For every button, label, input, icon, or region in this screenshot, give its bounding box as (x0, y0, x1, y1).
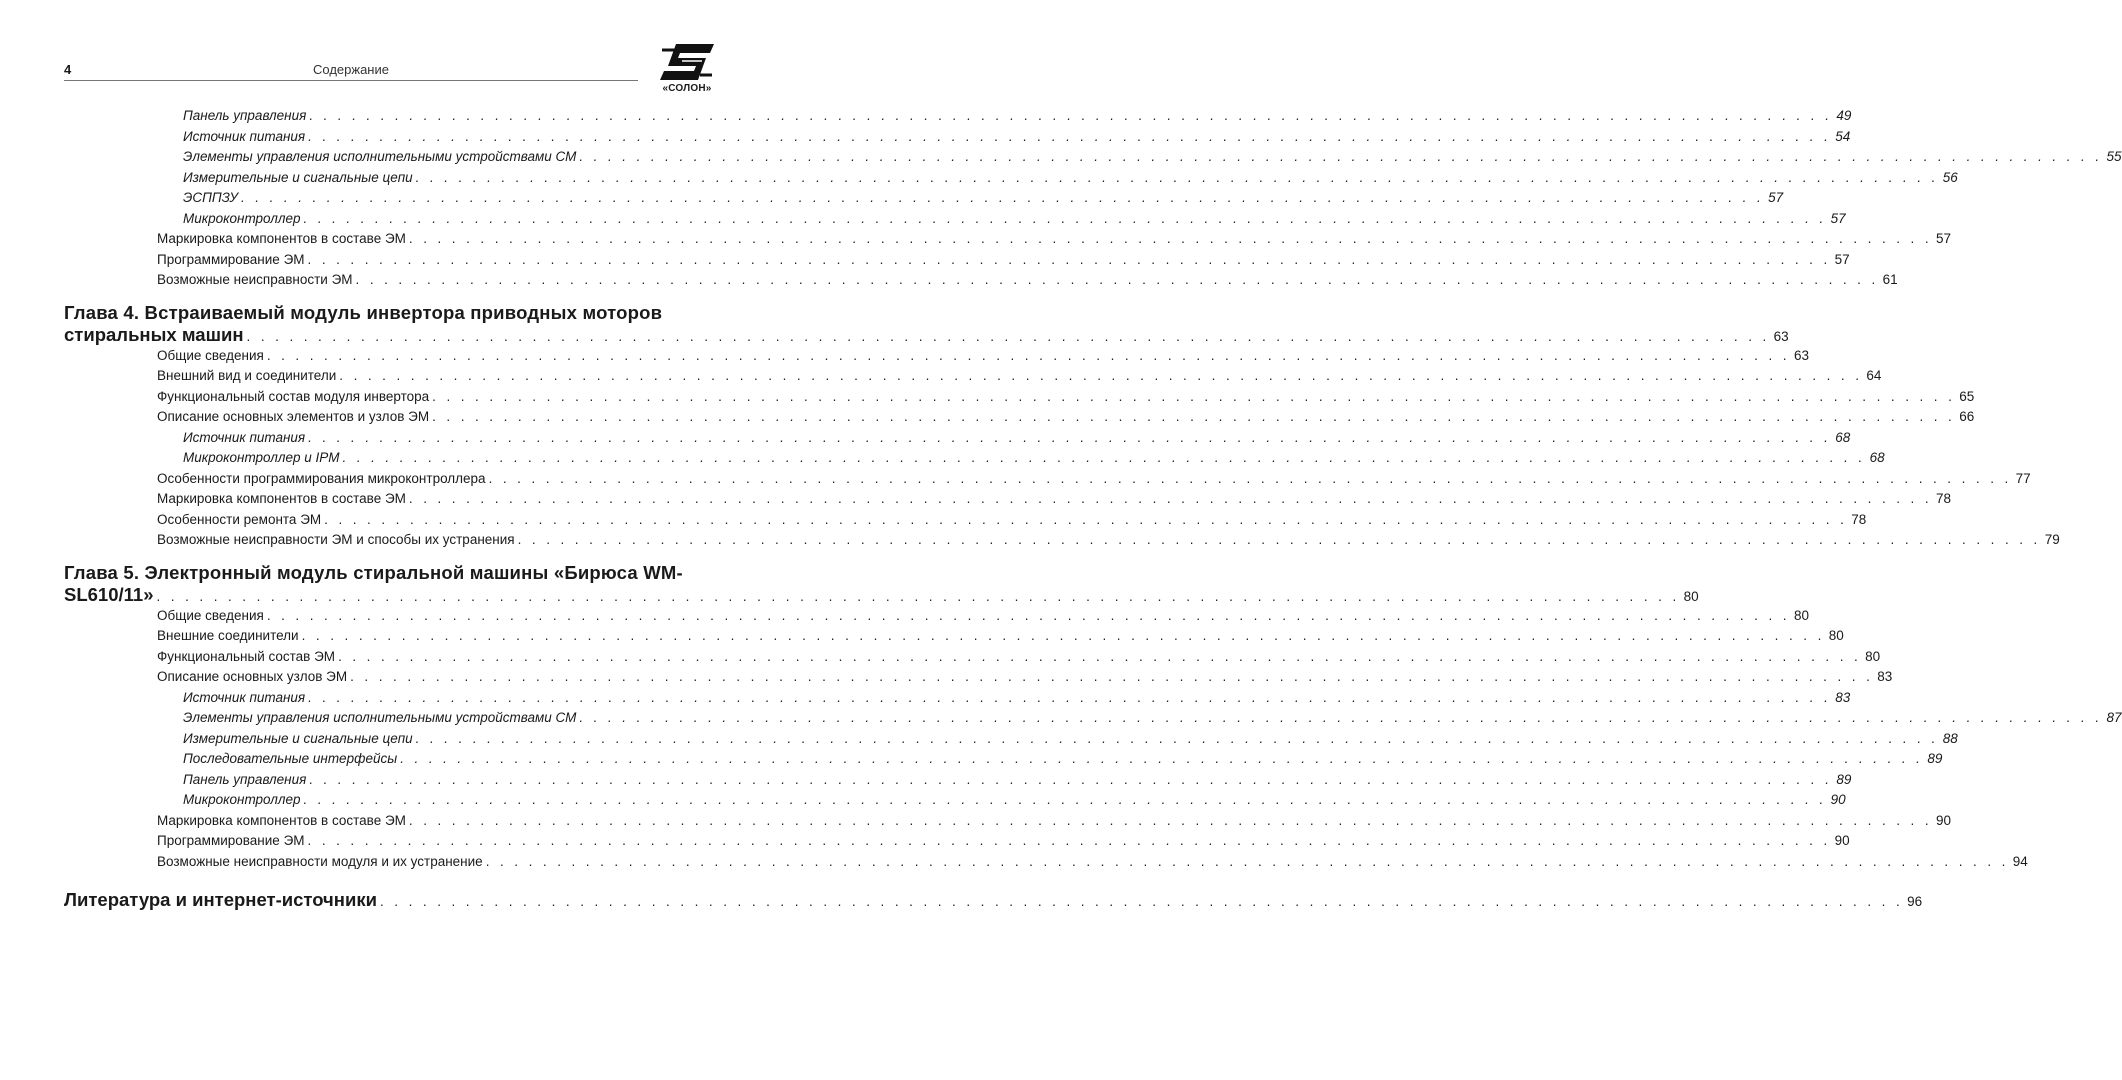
table-of-contents (64, 106, 2122, 911)
toc-entry[interactable]: Панель управления . . . . . . . . . . . . . . . . . . . . . . . . . . . . . . . . . . . . . . . . . . . . . . . . . . . . . . . . . . . . . . . . . . . . . . . . . . . . . . . . . . . . . . . . . . . . . . . . . . . . . . . . . . . 89 (183, 771, 1852, 787)
running-title: Содержание (313, 62, 389, 77)
toc-entry[interactable]: Программирование ЭМ . . . . . . . . . . . . . . . . . . . . . . . . . . . . . . . . . . . . . . . . . . . . . . . . . . . . . . . . . . . . . . . . . . . . . . . . . . . . . . . . . . . . . . . . . . . . . . . . . . . . . . . . . . . 90 (157, 833, 1850, 848)
toc-entry[interactable]: Микроконтроллер и IPM . . . . . . . . . . . . . . . . . . . . . . . . . . . . . . . . . . . . . . . . . . . . . . . . . . . . . . . . . . . . . . . . . . . . . . . . . . . . . . . . . . . . . . . . . . . . . . . . . . . . . . . . . . . 68 (183, 450, 1885, 465)
chapter-4-title[interactable]: Глава 4. Встраиваемый модуль инвертора приводных моторов (64, 301, 663, 323)
toc-entry[interactable]: Микроконтроллер . . . . . . . . . . . . . . . . . . . . . . . . . . . . . . . . . . . . . . . . . . . . . . . . . . . . . . . . . . . . . . . . . . . . . . . . . . . . . . . . . . . . . . . . . . . . . . . . . . . . . . . . . . . 90 (183, 792, 1846, 807)
toc-entry[interactable]: Маркировка компонентов в составе ЭМ . . . . . . . . . . . . . . . . . . . . . . . . . . . . . . . . . . . . . . . . . . . . . . . . . . . . . . . . . . . . . . . . . . . . . . . . . . . . . . . . . . . . . . . . . . . . . . . . . . . . . . . . . . . 78 (157, 491, 1952, 506)
toc-entry[interactable]: Источник питания . . . . . . . . . . . . . . . . . . . . . . . . . . . . . . . . . . . . . . . . . . . . . . . . . . . . . . . . . . . . . . . . . . . . . . . . . . . . . . . . . . . . . . . . . . . . . . . . . . . . . . . . . . . 54 (183, 128, 1851, 144)
toc-entry[interactable]: Возможные неисправности модуля и их устранение . . . . . . . . . . . . . . . . . . . . . . . . . . . . . . . . . . . . . . . . . . . . . . . . . . . . . . . . . . . . . . . . . . . . . . . . . . . . . . . . . . . . . . . . . . . . . . . . . . . . . . . . . . . 94 (157, 853, 2028, 869)
toc-entry[interactable]: Описание основных узлов ЭМ . . . . . . . . . . . . . . . . . . . . . . . . . . . . . . . . . . . . . . . . . . . . . . . . . . . . . . . . . . . . . . . . . . . . . . . . . . . . . . . . . . . . . . . . . . . . . . . . . . . . . . . . . . . 83 (157, 669, 1893, 684)
logo-text: «СОЛОН» (662, 83, 712, 94)
page-number: 4 (64, 62, 72, 77)
toc-entry[interactable]: Внешние соединители . . . . . . . . . . . . . . . . . . . . . . . . . . . . . . . . . . . . . . . . . . . . . . . . . . . . . . . . . . . . . . . . . . . . . . . . . . . . . . . . . . . . . . . . . . . . . . . . . . . . . . . . . . . 80 (157, 628, 1844, 643)
chapter-5-title[interactable]: Глава 5. Электронный модуль стиральной машины «Бирюса WM- (64, 561, 683, 583)
publisher-logo (656, 42, 718, 98)
toc-entry[interactable]: Источник питания . . . . . . . . . . . . . . . . . . . . . . . . . . . . . . . . . . . . . . . . . . . . . . . . . . . . . . . . . . . . . . . . . . . . . . . . . . . . . . . . . . . . . . . . . . . . . . . . . . . . . . . . . . . 68 (183, 429, 1851, 445)
running-header (64, 60, 638, 81)
toc-entry[interactable]: Особенности программирования микроконтроллера . . . . . . . . . . . . . . . . . . . . . . . . . . . . . . . . . . . . . . . . . . . . . . . . . . . . . . . . . . . . . . . . . . . . . . . . . . . . . . . . . . . . . . . . . . . . . . . . . . . . . . . . . . . 77 (157, 470, 2031, 486)
toc-entry[interactable]: Элементы управления исполнительными устройствами СМ . . . . . . . . . . . . . . . . . . . . . . . . . . . . . . . . . . . . . . . . . . . . . . . . . . . . . . . . . . . . . . . . . . . . . . . . . . . . . . . . . . . . . . . . . . . . . . . . . . . . . . . . . . . 55 (183, 149, 2122, 164)
toc-entry[interactable]: Микроконтроллер . . . . . . . . . . . . . . . . . . . . . . . . . . . . . . . . . . . . . . . . . . . . . . . . . . . . . . . . . . . . . . . . . . . . . . . . . . . . . . . . . . . . . . . . . . . . . . . . . . . . . . . . . . . 57 (183, 210, 1846, 226)
toc-entry[interactable]: Измерительные и сигнальные цепи . . . . . . . . . . . . . . . . . . . . . . . . . . . . . . . . . . . . . . . . . . . . . . . . . . . . . . . . . . . . . . . . . . . . . . . . . . . . . . . . . . . . . . . . . . . . . . . . . . . . . . . . . . . 88 (183, 730, 1958, 746)
toc-entry[interactable]: Источник питания . . . . . . . . . . . . . . . . . . . . . . . . . . . . . . . . . . . . . . . . . . . . . . . . . . . . . . . . . . . . . . . . . . . . . . . . . . . . . . . . . . . . . . . . . . . . . . . . . . . . . . . . . . . 83 (183, 689, 1851, 705)
toc-entry[interactable]: ЭСППЗУ . . . . . . . . . . . . . . . . . . . . . . . . . . . . . . . . . . . . . . . . . . . . . . . . . . . . . . . . . . . . . . . . . . . . . . . . . . . . . . . . . . . . . . . . . . . . . . . . . . . . . . . . . . . 57 (183, 190, 1784, 205)
toc-entry[interactable]: Измерительные и сигнальные цепи . . . . . . . . . . . . . . . . . . . . . . . . . . . . . . . . . . . . . . . . . . . . . . . . . . . . . . . . . . . . . . . . . . . . . . . . . . . . . . . . . . . . . . . . . . . . . . . . . . . . . . . . . . . 56 (183, 169, 1958, 185)
toc-entry[interactable]: Последовательные интерфейсы . . . . . . . . . . . . . . . . . . . . . . . . . . . . . . . . . . . . . . . . . . . . . . . . . . . . . . . . . . . . . . . . . . . . . . . . . . . . . . . . . . . . . . . . . . . . . . . . . . . . . . . . . . . 89 (183, 751, 1943, 766)
toc-entry[interactable]: Маркировка компонентов в составе ЭМ . . . . . . . . . . . . . . . . . . . . . . . . . . . . . . . . . . . . . . . . . . . . . . . . . . . . . . . . . . . . . . . . . . . . . . . . . . . . . . . . . . . . . . . . . . . . . . . . . . . . . . . . . . . 90 (157, 812, 1952, 828)
toc-entry[interactable]: Общие сведения . . . . . . . . . . . . . . . . . . . . . . . . . . . . . . . . . . . . . . . . . . . . . . . . . . . . . . . . . . . . . . . . . . . . . . . . . . . . . . . . . . . . . . . . . . . . . . . . . . . . . . . . . . . 63 (157, 347, 1809, 363)
toc-entry[interactable]: Общие сведения . . . . . . . . . . . . . . . . . . . . . . . . . . . . . . . . . . . . . . . . . . . . . . . . . . . . . . . . . . . . . . . . . . . . . . . . . . . . . . . . . . . . . . . . . . . . . . . . . . . . . . . . . . . 80 (157, 607, 1809, 623)
toc-entry[interactable]: Функциональный состав ЭМ . . . . . . . . . . . . . . . . . . . . . . . . . . . . . . . . . . . . . . . . . . . . . . . . . . . . . . . . . . . . . . . . . . . . . . . . . . . . . . . . . . . . . . . . . . . . . . . . . . . . . . . . . . . 80 (157, 648, 1881, 664)
solon-s-logo-icon (656, 42, 718, 84)
toc-entry[interactable]: Функциональный состав модуля инвертора . . . . . . . . . . . . . . . . . . . . . . . . . . . . . . . . . . . . . . . . . . . . . . . . . . . . . . . . . . . . . . . . . . . . . . . . . . . . . . . . . . . . . . . . . . . . . . . . . . . . . . . . . . . 65 (157, 388, 1975, 404)
toc-entry[interactable]: Внешний вид и соединители . . . . . . . . . . . . . . . . . . . . . . . . . . . . . . . . . . . . . . . . . . . . . . . . . . . . . . . . . . . . . . . . . . . . . . . . . . . . . . . . . . . . . . . . . . . . . . . . . . . . . . . . . . . 64 (157, 368, 1882, 383)
toc-entry[interactable]: Панель управления . . . . . . . . . . . . . . . . . . . . . . . . . . . . . . . . . . . . . . . . . . . . . . . . . . . . . . . . . . . . . . . . . . . . . . . . . . . . . . . . . . . . . . . . . . . . . . . . . . . . . . . . . . . 49 (183, 108, 1852, 123)
toc-entry[interactable]: Возможные неисправности ЭМ и способы их устранения . . . . . . . . . . . . . . . . . . . . . . . . . . . . . . . . . . . . . . . . . . . . . . . . . . . . . . . . . . . . . . . . . . . . . . . . . . . . . . . . . . . . . . . . . . . . . . . . . . . . . . . . . . . 79 (157, 532, 2060, 547)
chapter-5-entry[interactable]: SL610/11» . . . . . . . . . . . . . . . . . . . . . . . . . . . . . . . . . . . . . . . . . . . . . . . . . . . . . . . . . . . . . . . . . . . . . . . . . . . . . . . . . . . . . . . . . . . . . . . . . . . . . . . . . . . 80 (64, 583, 1699, 605)
toc-entry[interactable]: Маркировка компонентов в составе ЭМ . . . . . . . . . . . . . . . . . . . . . . . . . . . . . . . . . . . . . . . . . . . . . . . . . . . . . . . . . . . . . . . . . . . . . . . . . . . . . . . . . . . . . . . . . . . . . . . . . . . . . . . . . . . 57 (157, 231, 1952, 246)
toc-entry[interactable]: Возможные неисправности ЭМ . . . . . . . . . . . . . . . . . . . . . . . . . . . . . . . . . . . . . . . . . . . . . . . . . . . . . . . . . . . . . . . . . . . . . . . . . . . . . . . . . . . . . . . . . . . . . . . . . . . . . . . . . . . 61 (157, 272, 1898, 287)
toc-entry[interactable]: Программирование ЭМ . . . . . . . . . . . . . . . . . . . . . . . . . . . . . . . . . . . . . . . . . . . . . . . . . . . . . . . . . . . . . . . . . . . . . . . . . . . . . . . . . . . . . . . . . . . . . . . . . . . . . . . . . . . 57 (157, 251, 1850, 267)
toc-entry[interactable]: Элементы управления исполнительными устройствами СМ . . . . . . . . . . . . . . . . . . . . . . . . . . . . . . . . . . . . . . . . . . . . . . . . . . . . . . . . . . . . . . . . . . . . . . . . . . . . . . . . . . . . . . . . . . . . . . . . . . . . . . . . . . . 87 (183, 710, 2122, 725)
toc-entry[interactable]: Описание основных элементов и узлов ЭМ . . . . . . . . . . . . . . . . . . . . . . . . . . . . . . . . . . . . . . . . . . . . . . . . . . . . . . . . . . . . . . . . . . . . . . . . . . . . . . . . . . . . . . . . . . . . . . . . . . . . . . . . . . . 66 (157, 409, 1975, 424)
chapter-4-entry[interactable]: стиральных машин . . . . . . . . . . . . . . . . . . . . . . . . . . . . . . . . . . . . . . . . . . . . . . . . . . . . . . . . . . . . . . . . . . . . . . . . . . . . . . . . . . . . . . . . . . . . . . . . . . . . . . . . . . . 63 (64, 323, 1789, 345)
references-entry[interactable]: Литература и интернет-источники . . . . . . . . . . . . . . . . . . . . . . . . . . . . . . . . . . . . . . . . . . . . . . . . . . . . . . . . . . . . . . . . . . . . . . . . . . . . . . . . . . . . . . . . . . . . . . . . . . . . . . . . . . . 96 (64, 889, 1923, 910)
toc-entry[interactable]: Особенности ремонта ЭМ . . . . . . . . . . . . . . . . . . . . . . . . . . . . . . . . . . . . . . . . . . . . . . . . . . . . . . . . . . . . . . . . . . . . . . . . . . . . . . . . . . . . . . . . . . . . . . . . . . . . . . . . . . . 78 (157, 511, 1867, 527)
